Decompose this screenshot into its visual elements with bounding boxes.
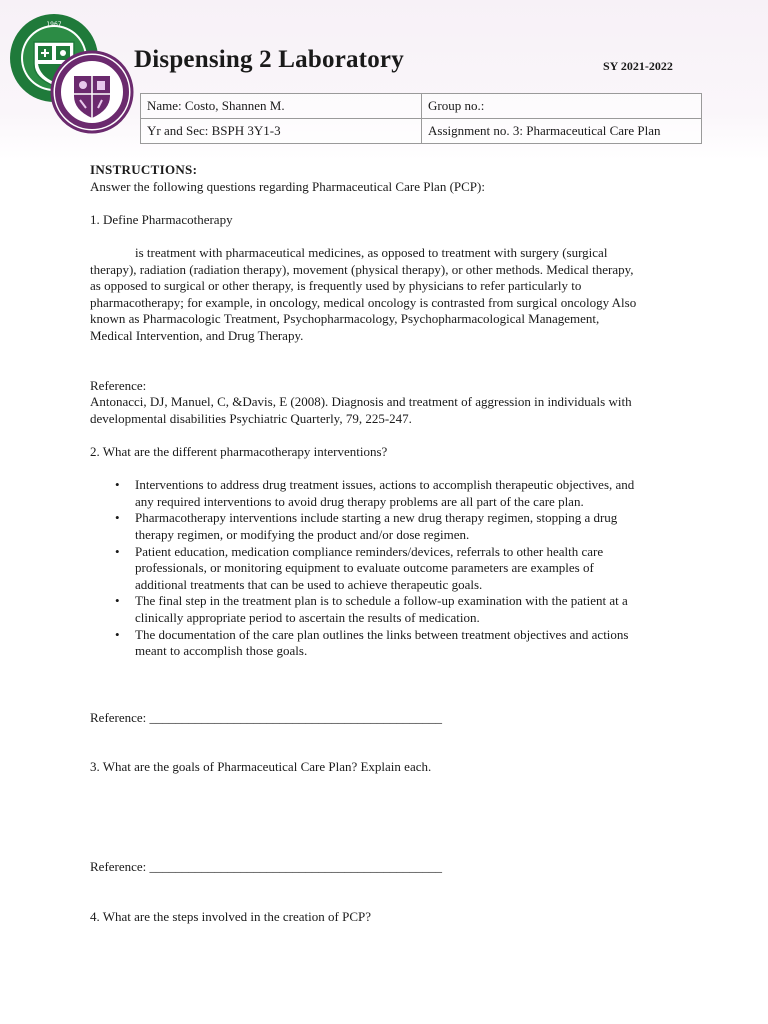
question-1: 1. Define Pharmacotherapy	[90, 211, 233, 227]
student-name-cell: Name: Costo, Shannen M.	[141, 94, 422, 119]
answer-1-line: pharmacotherapy; for example, in oncology, medical oncology is contrasted from surgical oncology Also	[90, 294, 637, 310]
list-item-line: The documentation of the care plan outlines the links between treatment objectives and actions	[135, 626, 629, 642]
question-3: 3. What are the goals of Pharmaceutical Care Plan? Explain each.	[90, 759, 432, 775]
reference-1-label: Reference:	[90, 377, 147, 393]
list-item-line: additional treatments that can be used to achieve therapeutic goals.	[135, 576, 483, 592]
reference-1-line: developmental disabilities Psychiatric Quarterly, 79, 225-247.	[90, 410, 412, 426]
list-item	[115, 543, 680, 594]
interventions-list	[90, 477, 680, 660]
list-item-line: Patient education, medication compliance reminders/devices, referrals to other health care	[135, 543, 604, 559]
student-info-table	[140, 93, 702, 144]
document-title: Dispensing 2 Laboratory	[134, 46, 404, 73]
bullet-icon: •	[115, 593, 120, 609]
school-year: SY 2021-2022	[603, 59, 673, 73]
reference-1-line: Antonacci, DJ, Manuel, C, &Davis, E (2008). Diagnosis and treatment of aggression in individuals with	[90, 394, 632, 410]
answer-1-line: is treatment with pharmaceutical medicines, as opposed to treatment with surgery (surgical	[135, 244, 608, 260]
group-number-cell: Group no.:	[422, 94, 702, 119]
assignment-cell: Assignment no. 3: Pharmaceutical Care Plan	[422, 119, 702, 144]
answer-1	[90, 245, 680, 345]
document-body	[90, 162, 680, 925]
bullet-icon: •	[115, 477, 120, 493]
list-item	[115, 626, 680, 660]
bullet-icon: •	[115, 626, 120, 642]
list-item-line: clinically appropriate period to ascertain the results of medication.	[135, 610, 480, 626]
list-item	[115, 510, 680, 543]
question-2: 2. What are the different pharmacotherapy interventions?	[90, 444, 388, 460]
list-item-line: Pharmacotherapy interventions include starting a new drug therapy regimen, stopping a drug	[135, 510, 618, 526]
instructions-heading: INSTRUCTIONS:	[90, 162, 198, 177]
list-item-line: therapy regimen, or modifying the product and/or dose regimen.	[135, 527, 470, 543]
answer-1-line: known as Pharmacologic Treatment, Psychopharmacology, Psychopharmacological Management,	[90, 311, 600, 327]
instructions-text: Answer the following questions regarding Pharmaceutical Care Plan (PCP):	[90, 178, 485, 194]
list-item	[115, 477, 680, 510]
college-seal-logo	[50, 50, 134, 134]
list-item-line: professionals, or monitoring equipment to evaluate outcome parameters are examples of	[135, 560, 594, 576]
reference-3: Reference: _____________________________________________	[90, 858, 443, 874]
bullet-icon: •	[115, 543, 120, 559]
answer-1-line: therapy), radiation (radiation therapy), movement (physical therapy), or other methods. Medical therapy,	[90, 261, 634, 277]
list-item-line: any required interventions to avoid drug therapy problems are all part of the care plan.	[135, 493, 584, 509]
question-4: 4. What are the steps involved in the creation of PCP?	[90, 908, 371, 924]
answer-1-line: Medical Intervention, and Drug Therapy.	[90, 327, 304, 343]
list-item-line: Interventions to address drug treatment issues, actions to accomplish therapeutic objectives, and	[135, 477, 635, 493]
seal-year: 1967	[46, 21, 62, 28]
list-item	[115, 593, 680, 626]
reference-2: Reference: _____________________________________________	[90, 709, 443, 725]
list-item-line: meant to accomplish those goals.	[135, 643, 308, 659]
answer-1-line: as opposed to surgical or other therapy, is frequently used by physicians to refer particularly to	[90, 278, 582, 294]
list-item-line: The final step in the treatment plan is to schedule a follow-up examination with the patient at a	[135, 593, 628, 609]
bullet-icon: •	[115, 510, 120, 526]
year-section-cell: Yr and Sec: BSPH 3Y1-3	[141, 119, 422, 144]
